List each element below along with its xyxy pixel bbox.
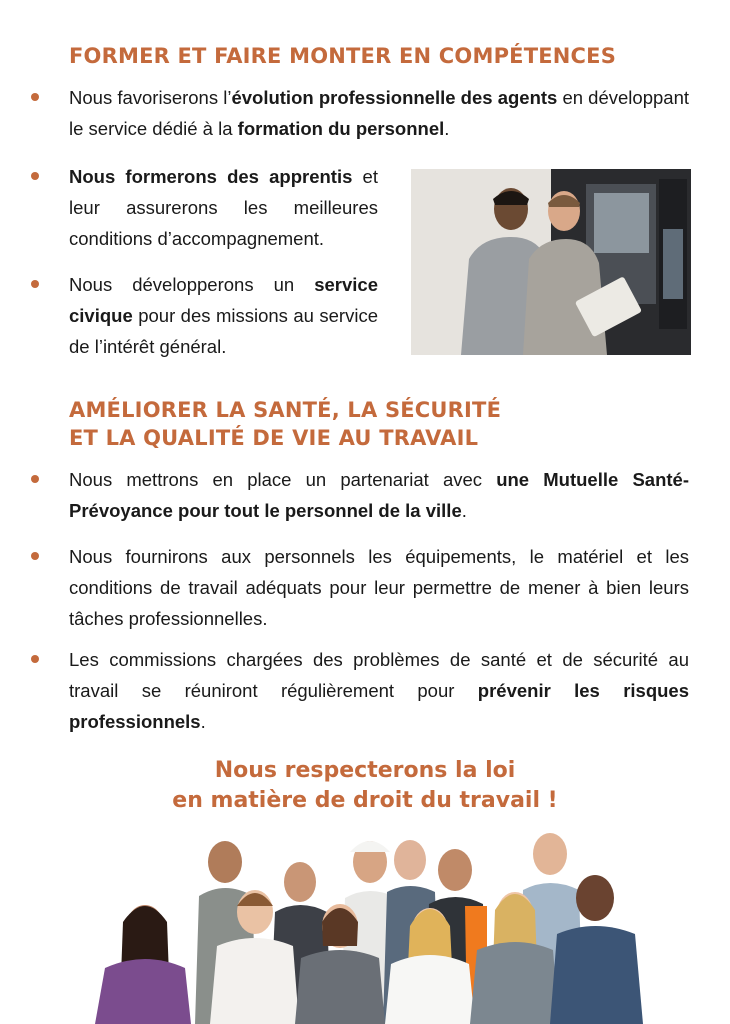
bullet-icon [31, 655, 39, 663]
list-item: Nous développerons un service civique pour des missions au service de l’intérêt général. [69, 274, 378, 357]
section-title-training: FORMER ET FAIRE MONTER EN COMPÉTENCES [69, 44, 617, 68]
bullet-icon [31, 172, 39, 180]
workshop-photo-illustration [411, 169, 691, 355]
list-item: Nous fournirons aux personnels les équipements, le matériel et les conditions de travail adéquats pour leur permettre de mener à bien leurs tâches professionnelles. [69, 546, 689, 629]
bullet-icon [31, 552, 39, 560]
bullet-icon [31, 475, 39, 483]
bullet-icon [31, 280, 39, 288]
workshop-photo [411, 169, 691, 355]
section-title-health: AMÉLIORER LA SANTÉ, LA SÉCURITÉ ET LA QUALITÉ DE VIE AU TRAVAIL [69, 398, 502, 450]
bullet-icon [31, 93, 39, 101]
workers-group-photo [95, 826, 655, 1024]
list-item: Nous formerons des apprentis et leur assurerons les meilleures conditions d’accompagnement. [69, 166, 378, 249]
list-item: Nous favoriserons l’évolution professionnelle des agents en développant le service dédié à la formation du personnel. [69, 87, 689, 139]
closing-statement: Nous respecterons la loi en matière de droit du travail ! [172, 758, 558, 813]
list-item: Les commissions chargées des problèmes de santé et de sécurité au travail se réuniront régulièrement pour prévenir les risques professionnels. [69, 649, 690, 732]
list-item: Nous mettrons en place un partenariat avec une Mutuelle Santé-Prévoyance pour tout le personnel de la ville. [69, 469, 689, 521]
workers-group-illustration [95, 826, 655, 1024]
